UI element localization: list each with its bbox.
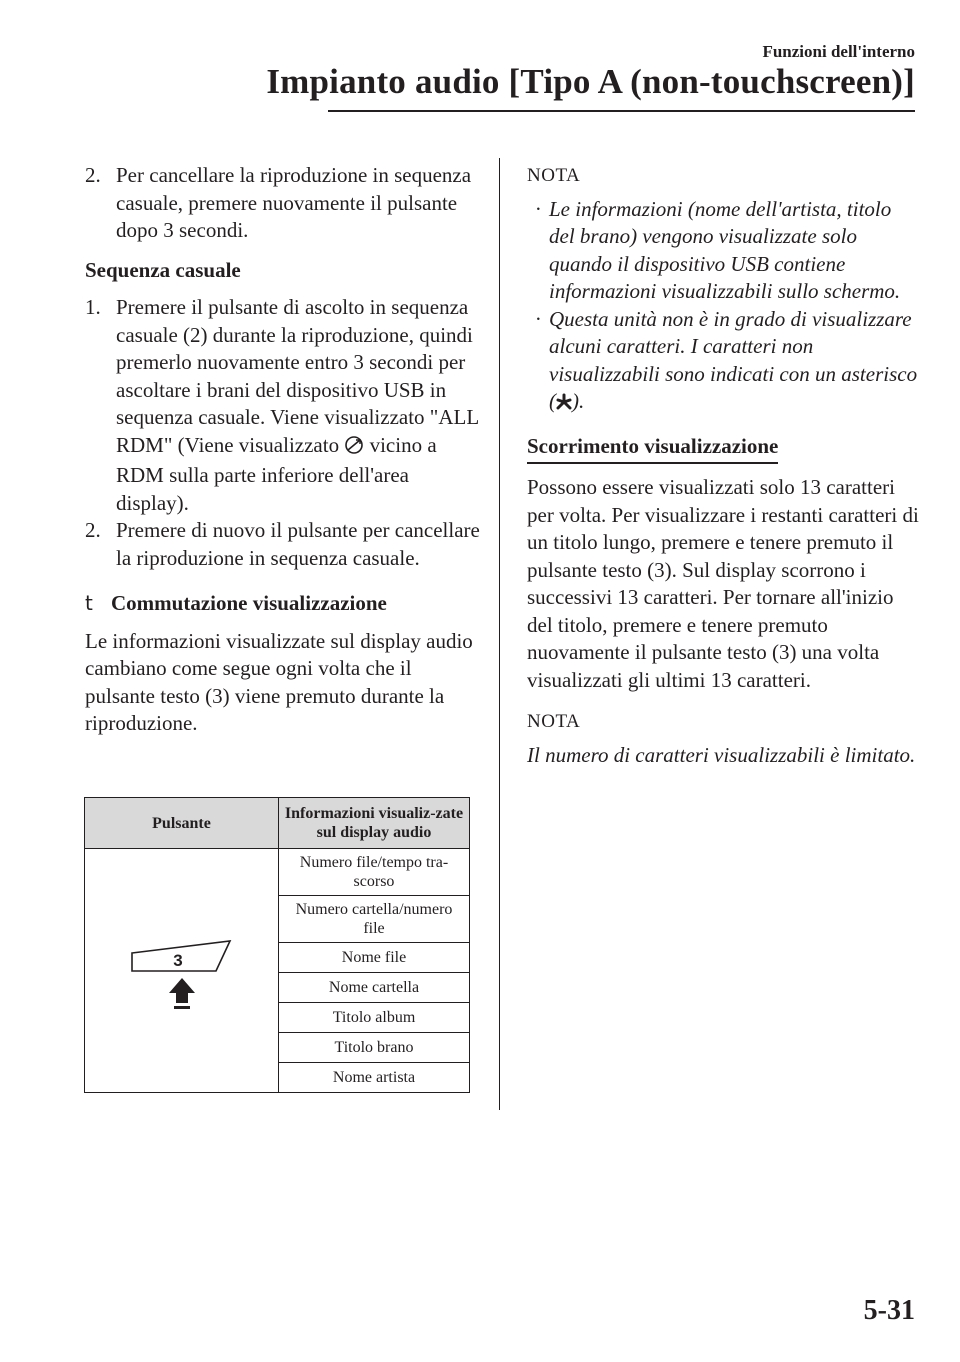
note-text-part-a: Questa unità non è in grado di visualizzare alcuni caratteri. I caratteri non visualizzabili sono indicati con un asterisco ( — [549, 306, 918, 413]
table-cell: Titolo brano — [279, 1033, 470, 1063]
table-cell: Numero cartella/numero file — [279, 896, 470, 943]
section-label: Funzioni dell'interno — [762, 42, 915, 61]
table-row — [85, 849, 470, 896]
note-bullet — [527, 196, 919, 306]
note-text: Il numero di caratteri visualizzabili è limitato. — [527, 742, 916, 767]
heading-scroll: Scorrimento visualizzazione — [527, 433, 778, 465]
table-cell: Nome artista — [279, 1063, 470, 1093]
bullet-dot: · — [535, 306, 541, 331]
text-button-illustration — [122, 923, 242, 1013]
note-bullet-text: Le informazioni (nome dell'artista, titolo del brano) vengono visualizzate solo quando il dispositivo USB contiene informazioni visualizzabili sullo schermo. — [549, 196, 901, 303]
table-cell: Nome cartella — [279, 973, 470, 1003]
button-number-label: 3 — [172, 951, 183, 970]
note-bullet-text — [549, 306, 919, 419]
note-text-part-b: ). — [572, 389, 585, 413]
table-cell: Numero file/tempo tra-scorso — [279, 849, 470, 896]
step-text — [116, 294, 485, 517]
step-cancel-random — [85, 162, 485, 245]
table-cell: Titolo album — [279, 1003, 470, 1033]
step-number: 2. — [85, 163, 101, 187]
title-rule — [328, 110, 915, 112]
subheading-random: Sequenza casuale — [85, 257, 241, 282]
note-label: NOTA — [527, 711, 581, 732]
step-text: Per cancellare la riproduzione in sequenza casuale, premere nuovamente il pulsante dopo 3 secondi. — [116, 163, 472, 242]
page-number: 5-31 — [863, 1295, 915, 1326]
step-number: 2. — [85, 518, 101, 542]
paragraph-scroll: Possono essere visualizzati solo 13 caratteri per volta. Per visualizzare i restanti caratteri di un titolo lungo, premere e tenere premuto il pulsante testo (3). Sul display scorrono i successivi 13 caratteri. Per tornare all'inizio del titolo, premere e tenere premuto nuovamente il pulsante testo (3) una volta visualizzati gli ultimi 13 caratteri. — [527, 475, 919, 692]
column-divider — [499, 158, 500, 1110]
table-header-row — [85, 798, 470, 849]
section-heading-display — [85, 590, 485, 618]
display-info-table — [84, 797, 470, 1093]
random-icon — [344, 435, 364, 463]
text-button-illustration-cell — [85, 849, 279, 1093]
note-label: NOTA — [527, 165, 581, 186]
step-number: 1. — [85, 295, 101, 319]
page-title: Impianto audio [Tipo A (non-touchscreen)] — [266, 62, 915, 101]
section-heading-text: Commutazione visualizzazione — [111, 591, 387, 615]
note-bullet — [527, 306, 919, 419]
right-column — [527, 162, 919, 769]
step-random-2 — [85, 517, 485, 572]
asterisk-icon — [556, 391, 572, 419]
step-text-part-b: vicino a RDM sulla parte inferiore dell'area display). — [116, 432, 437, 515]
section-paragraph: Le informazioni visualizzate sul display audio cambiano come segue ogni volta che il pulsante testo (3) viene premuto durante la riproduzione. — [85, 628, 473, 735]
table-header-info: Informazioni visualiz-zate sul display audio — [279, 798, 470, 849]
step-random-1 — [85, 294, 485, 517]
bullet-dot: · — [535, 196, 541, 221]
step-text-part-a: Premere il pulsante di ascolto in sequenza casuale (2) durante la riproduzione, quindi premerlo nuovamente entro 3 secondi per ascoltare i brani del dispositivo USB in sequenza casuale. Viene visualizzato "ALL RDM" (Viene visualizzato — [116, 295, 479, 457]
table-cell: Nome file — [279, 943, 470, 973]
left-column — [85, 162, 485, 738]
table-header-button: Pulsante — [85, 798, 279, 849]
bullet-marker: t — [85, 591, 93, 615]
step-text: Premere di nuovo il pulsante per cancellare la riproduzione in sequenza casuale. — [116, 518, 480, 570]
